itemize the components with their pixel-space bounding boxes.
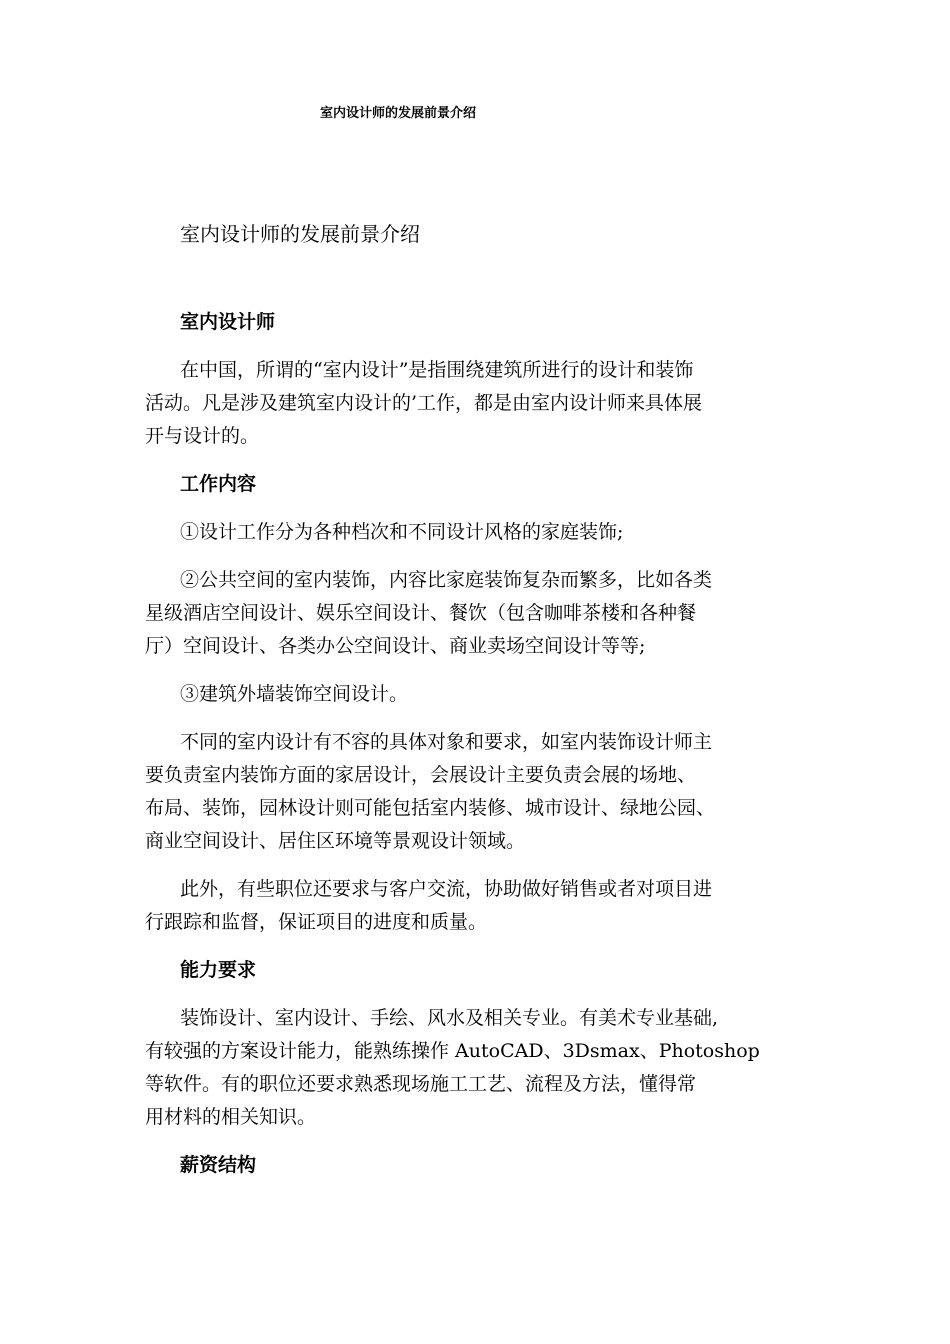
text-line: 等软件。有的职位还要求熟悉现场施工工艺、流程及方法，懂得常 (145, 1073, 697, 1095)
text-line: 厅）空间设计、各类办公空间设计、商业卖场空间设计等等; (145, 635, 646, 657)
text-line: 活动。凡是涉及建筑室内设计的’工作，都是由室内设计师来具体展 (145, 392, 703, 414)
text-line: 开与设计的。 (145, 425, 260, 447)
section-heading-ability: 能力要求 (180, 959, 257, 981)
text-line: 用材料的相关知识。 (145, 1106, 317, 1128)
text-line: ①设计工作分为各种档次和不同设计风格的家庭装饰; (180, 521, 624, 543)
paragraph-ability (145, 1002, 810, 1134)
document-body (145, 306, 810, 1197)
text-line: 要负责室内装饰方面的家居设计，会展设计主要负责会展的场地、 (145, 764, 697, 786)
section-heading-salary: 薪资结构 (180, 1154, 257, 1176)
section-heading-designer: 室内设计师 (180, 311, 276, 333)
document-title: 室内设计师的发展前景介绍 (180, 222, 420, 246)
running-header: 室内设计师的发展前景介绍 (320, 106, 477, 121)
text-line: 商业空间设计、居住区环境等景观设计领域。 (145, 830, 526, 852)
paragraph-work-scope (145, 726, 810, 858)
paragraph-work-item-1 (145, 516, 810, 549)
text-line: 此外，有些职位还要求与客户交流，协助做好销售或者对项目进 (180, 878, 713, 900)
text-line: 有较强的方案设计能力，能熟练操作 AutoCAD、3Dsmax、Photoshop (145, 1040, 760, 1062)
paragraph-designer-definition (145, 354, 810, 453)
paragraph-work-item-2 (145, 564, 810, 663)
text-line: 不同的室内设计有不容的具体对象和要求，如室内装饰设计师主 (180, 731, 713, 753)
paragraph-work-item-3 (145, 678, 810, 711)
text-line: 星级酒店空间设计、娱乐空间设计、餐饮（包含咖啡茶楼和各种餐 (145, 602, 697, 624)
section-heading-work: 工作内容 (180, 473, 257, 495)
text-line: ②公共空间的室内装饰，内容比家庭装饰复杂而繁多，比如各类 (180, 569, 713, 591)
text-line: 行跟踪和监督，保证项目的进度和质量。 (145, 911, 488, 933)
text-line: 装饰设计、室内设计、手绘、风水及相关专业。有美术专业基础, (180, 1007, 719, 1029)
paragraph-work-extra (145, 873, 810, 939)
text-line: 布局、装饰，园林设计则可能包括室内装修、城市设计、绿地公园、 (145, 797, 716, 819)
text-line: 在中国，所谓的“室内设计”是指围绕建筑所进行的设计和装饰 (180, 359, 694, 381)
text-line: ③建筑外墙装饰空间设计。 (180, 683, 409, 705)
